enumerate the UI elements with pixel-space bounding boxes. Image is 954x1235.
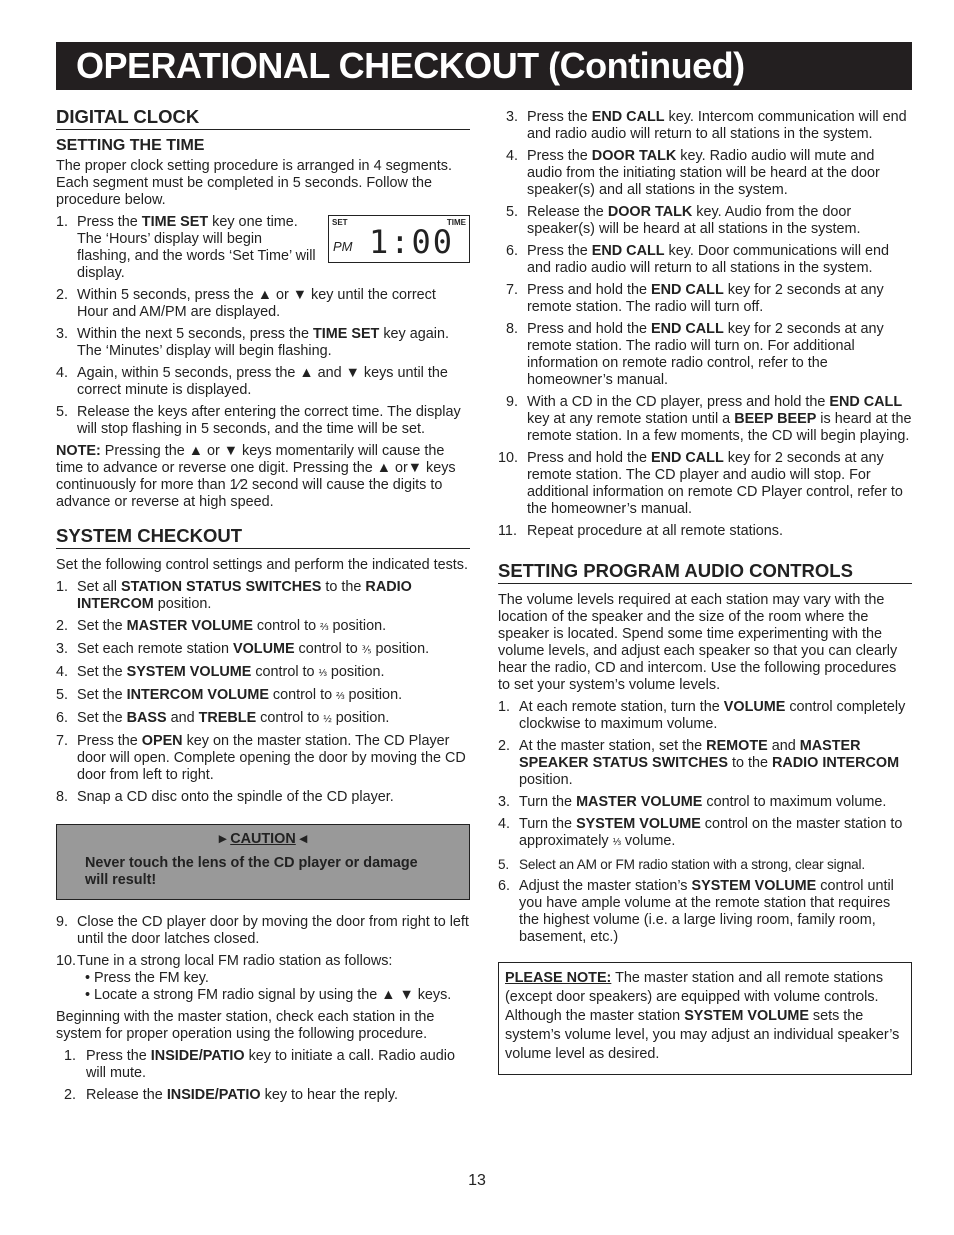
checkout-step-9: 9. Close the CD player door by moving the door from right to left until the door latches closed. [56, 914, 469, 947]
clock-note-text: Pressing the ▲ or ▼ keys momentarily will cause the time to advance or reverse one digit. Pressing the ▲ or▼ keys continuously for more than 1⁄2 second will cause the digits to advance or reverse at high speed. [56, 443, 456, 510]
right-column [498, 109, 912, 1075]
station-step-4: 4. Press the DOOR TALK key. Radio audio will mute and audio from the initiating station will be heard at the door speaker(s) and all stations in the system. [506, 148, 880, 198]
checkout-step-1: 1. Set all STATION STATUS SWITCHES to the RADIO INTERCOM position. [56, 579, 412, 612]
station-step-3: 3. Press the END CALL key. Intercom communication will end and radio audio will return to all stations in the system. [506, 109, 907, 142]
station-steps-cont [498, 109, 912, 540]
audio-step-3: 3. Turn the MASTER VOLUME control to maximum volume. [498, 794, 887, 810]
system-checkout-intro: Set the following control settings and perform the indicated tests. [56, 557, 468, 573]
caution-text: Never touch the lens of the CD player or damage will result! [85, 855, 418, 888]
clock-note [56, 443, 470, 511]
program-audio-intro: The volume levels required at each station may vary with the location of the speaker and the size of the room where the speaker is located. Spend some time experimenting with the volume levels, and adjust each speaker so that you can clearly hear the radio, CD and intercom. Use the following procedures to set your system’s volume levels. [498, 592, 898, 693]
fm-key-bullet: • Press the FM key. [85, 970, 209, 986]
system-checkout-heading: SYSTEM CHECKOUT [56, 525, 470, 549]
audio-step-6: 6. Adjust the master station’s SYSTEM VOLUME control until you have ample volume at the remote station that requires the highest volume (i.e. a large living room, family room, basement, etc.) [498, 878, 894, 945]
station-step-1: 1. Press the INSIDE/PATIO key to initiate a call. Radio audio will mute. [64, 1048, 455, 1081]
clock-step-2: 2. Within 5 seconds, press the ▲ or ▼ key until the correct Hour and AM/PM are displayed. [56, 287, 436, 320]
station-step-8: 8. Press and hold the END CALL key for 2 seconds at any remote station. The radio will turn on. For additional information on remote radio control, refer to the homeowner’s manual. [506, 321, 884, 388]
checkout-step-3: 3. Set each remote station VOLUME control to ⅗ position. [56, 641, 430, 657]
checkout-step-8: 8. Snap a CD disc onto the spindle of the CD player. [56, 789, 394, 805]
checkout-steps-cont [56, 914, 470, 1004]
beginning-text: Beginning with the master station, check each station in the system for proper operation using the following procedure. [56, 1009, 435, 1042]
checkout-step-2: 2. Set the MASTER VOLUME control to ⅔ position. [56, 618, 387, 634]
checkout-step-4: 4. Set the SYSTEM VOLUME control to ⅓ position. [56, 664, 385, 680]
checkout-step-7: 7. Press the OPEN key on the master station. The CD Player door will open. Complete opening the door by moving the CD door from left to right. [56, 733, 466, 783]
clock-step-4: 4. Again, within 5 seconds, press the ▲ and ▼ keys until the correct minute is displayed. [56, 365, 448, 398]
checkout-steps [56, 579, 470, 806]
lcd-digits: 1:00 [369, 223, 455, 261]
lcd-display [328, 215, 470, 263]
program-audio-heading: SETTING PROGRAM AUDIO CONTROLS [498, 560, 912, 584]
clock-step-1: SET TIME PM 1:00 1. Press the TIME SET key one time. The ‘Hours’ display will begin flashing, and the words ‘Set Time’ will display. [56, 214, 470, 282]
lcd-time-label: TIME [446, 218, 466, 227]
station-step-2: 2. Release the INSIDE/PATIO key to hear the reply. [64, 1087, 398, 1103]
station-step-5: 5. Release the DOOR TALK key. Audio from the door speaker(s) will be heard at all stations in the system. [506, 204, 861, 237]
clock-intro: The proper clock setting procedure is arranged in 4 segments. Each segment must be completed in 5 seconds. Follow the procedure below. [56, 158, 452, 208]
clock-note-label: NOTE: [56, 443, 101, 459]
lcd-pm-label: PM [333, 239, 353, 254]
audio-steps [498, 699, 912, 946]
audio-step-4: 4. Turn the SYSTEM VOLUME control on the master station to approximately ⅓ volume. [498, 816, 903, 849]
station-step-6: 6. Press the END CALL key. Door communications will end and radio audio will return to all stations in the system. [506, 243, 890, 276]
left-column [56, 106, 470, 1109]
caution-box [56, 824, 470, 900]
setting-time-subheading: SETTING THE TIME [56, 137, 205, 154]
audio-step-2: 2. At the master station, set the REMOTE and MASTER SPEAKER STATUS SWITCHES to the RADIO INTERCOM position. [498, 738, 900, 788]
station-step-9: 9. With a CD in the CD player, press and hold the END CALL key at any remote station until a BEEP BEEP is heard at the remote station. In a few moments, the CD will begin playing. [506, 394, 912, 444]
digital-clock-heading: DIGITAL CLOCK [56, 106, 470, 130]
checkout-step-10: 10. Tune in a strong local FM radio station as follows: • Press the FM key. • Locate a strong FM radio signal by using the ▲ ▼ keys. [56, 953, 470, 1004]
fm-signal-bullet: • Locate a strong FM radio signal by using the ▲ ▼ keys. [85, 987, 452, 1003]
checkout-step-5: 5. Set the INTERCOM VOLUME control to ⅔ position. [56, 687, 403, 703]
page-number: 13 [468, 1172, 486, 1189]
page-title: OPERATIONAL CHECKOUT (Continued) [56, 42, 912, 90]
clock-steps [56, 214, 470, 438]
audio-step-1: 1. At each remote station, turn the VOLUME control completely clockwise to maximum volume. [498, 699, 906, 732]
clock-step-5: 5. Release the keys after entering the correct time. The display will stop flashing in 5 seconds, and the time will be set. [56, 404, 461, 437]
please-note-label: PLEASE NOTE: [505, 970, 612, 986]
checkout-step-6: 6. Set the BASS and TREBLE control to ½ position. [56, 710, 390, 726]
lcd-set-label: SET [332, 218, 348, 227]
clock-step-3: 3. Within the next 5 seconds, press the TIME SET key again. The ‘Minutes’ display will begin flashing. [56, 326, 449, 359]
caution-title: ▸ CAUTION ◂ [218, 831, 308, 847]
station-step-10: 10. Press and hold the END CALL key for 2 seconds at any remote station. The CD player and audio will stop. For additional information on remote CD Player control, refer to the homeowner’s manual. [498, 450, 903, 517]
audio-step-5: 5. Select an AM or FM radio station with a strong, clear signal. [498, 857, 865, 872]
station-step-11: 11. Repeat procedure at all remote stations. [498, 523, 783, 539]
station-step-7: 7. Press and hold the END CALL key for 2 seconds at any remote station. The radio will turn off. [506, 282, 884, 315]
station-steps [56, 1048, 470, 1104]
please-note-box: PLEASE NOTE: The master station and all remote stations (except door speakers) are equipped with volume controls. Although the master station SYSTEM VOLUME sets the system’s volume level, you may adjust an individual speaker’s volume level as desired. [498, 962, 912, 1075]
